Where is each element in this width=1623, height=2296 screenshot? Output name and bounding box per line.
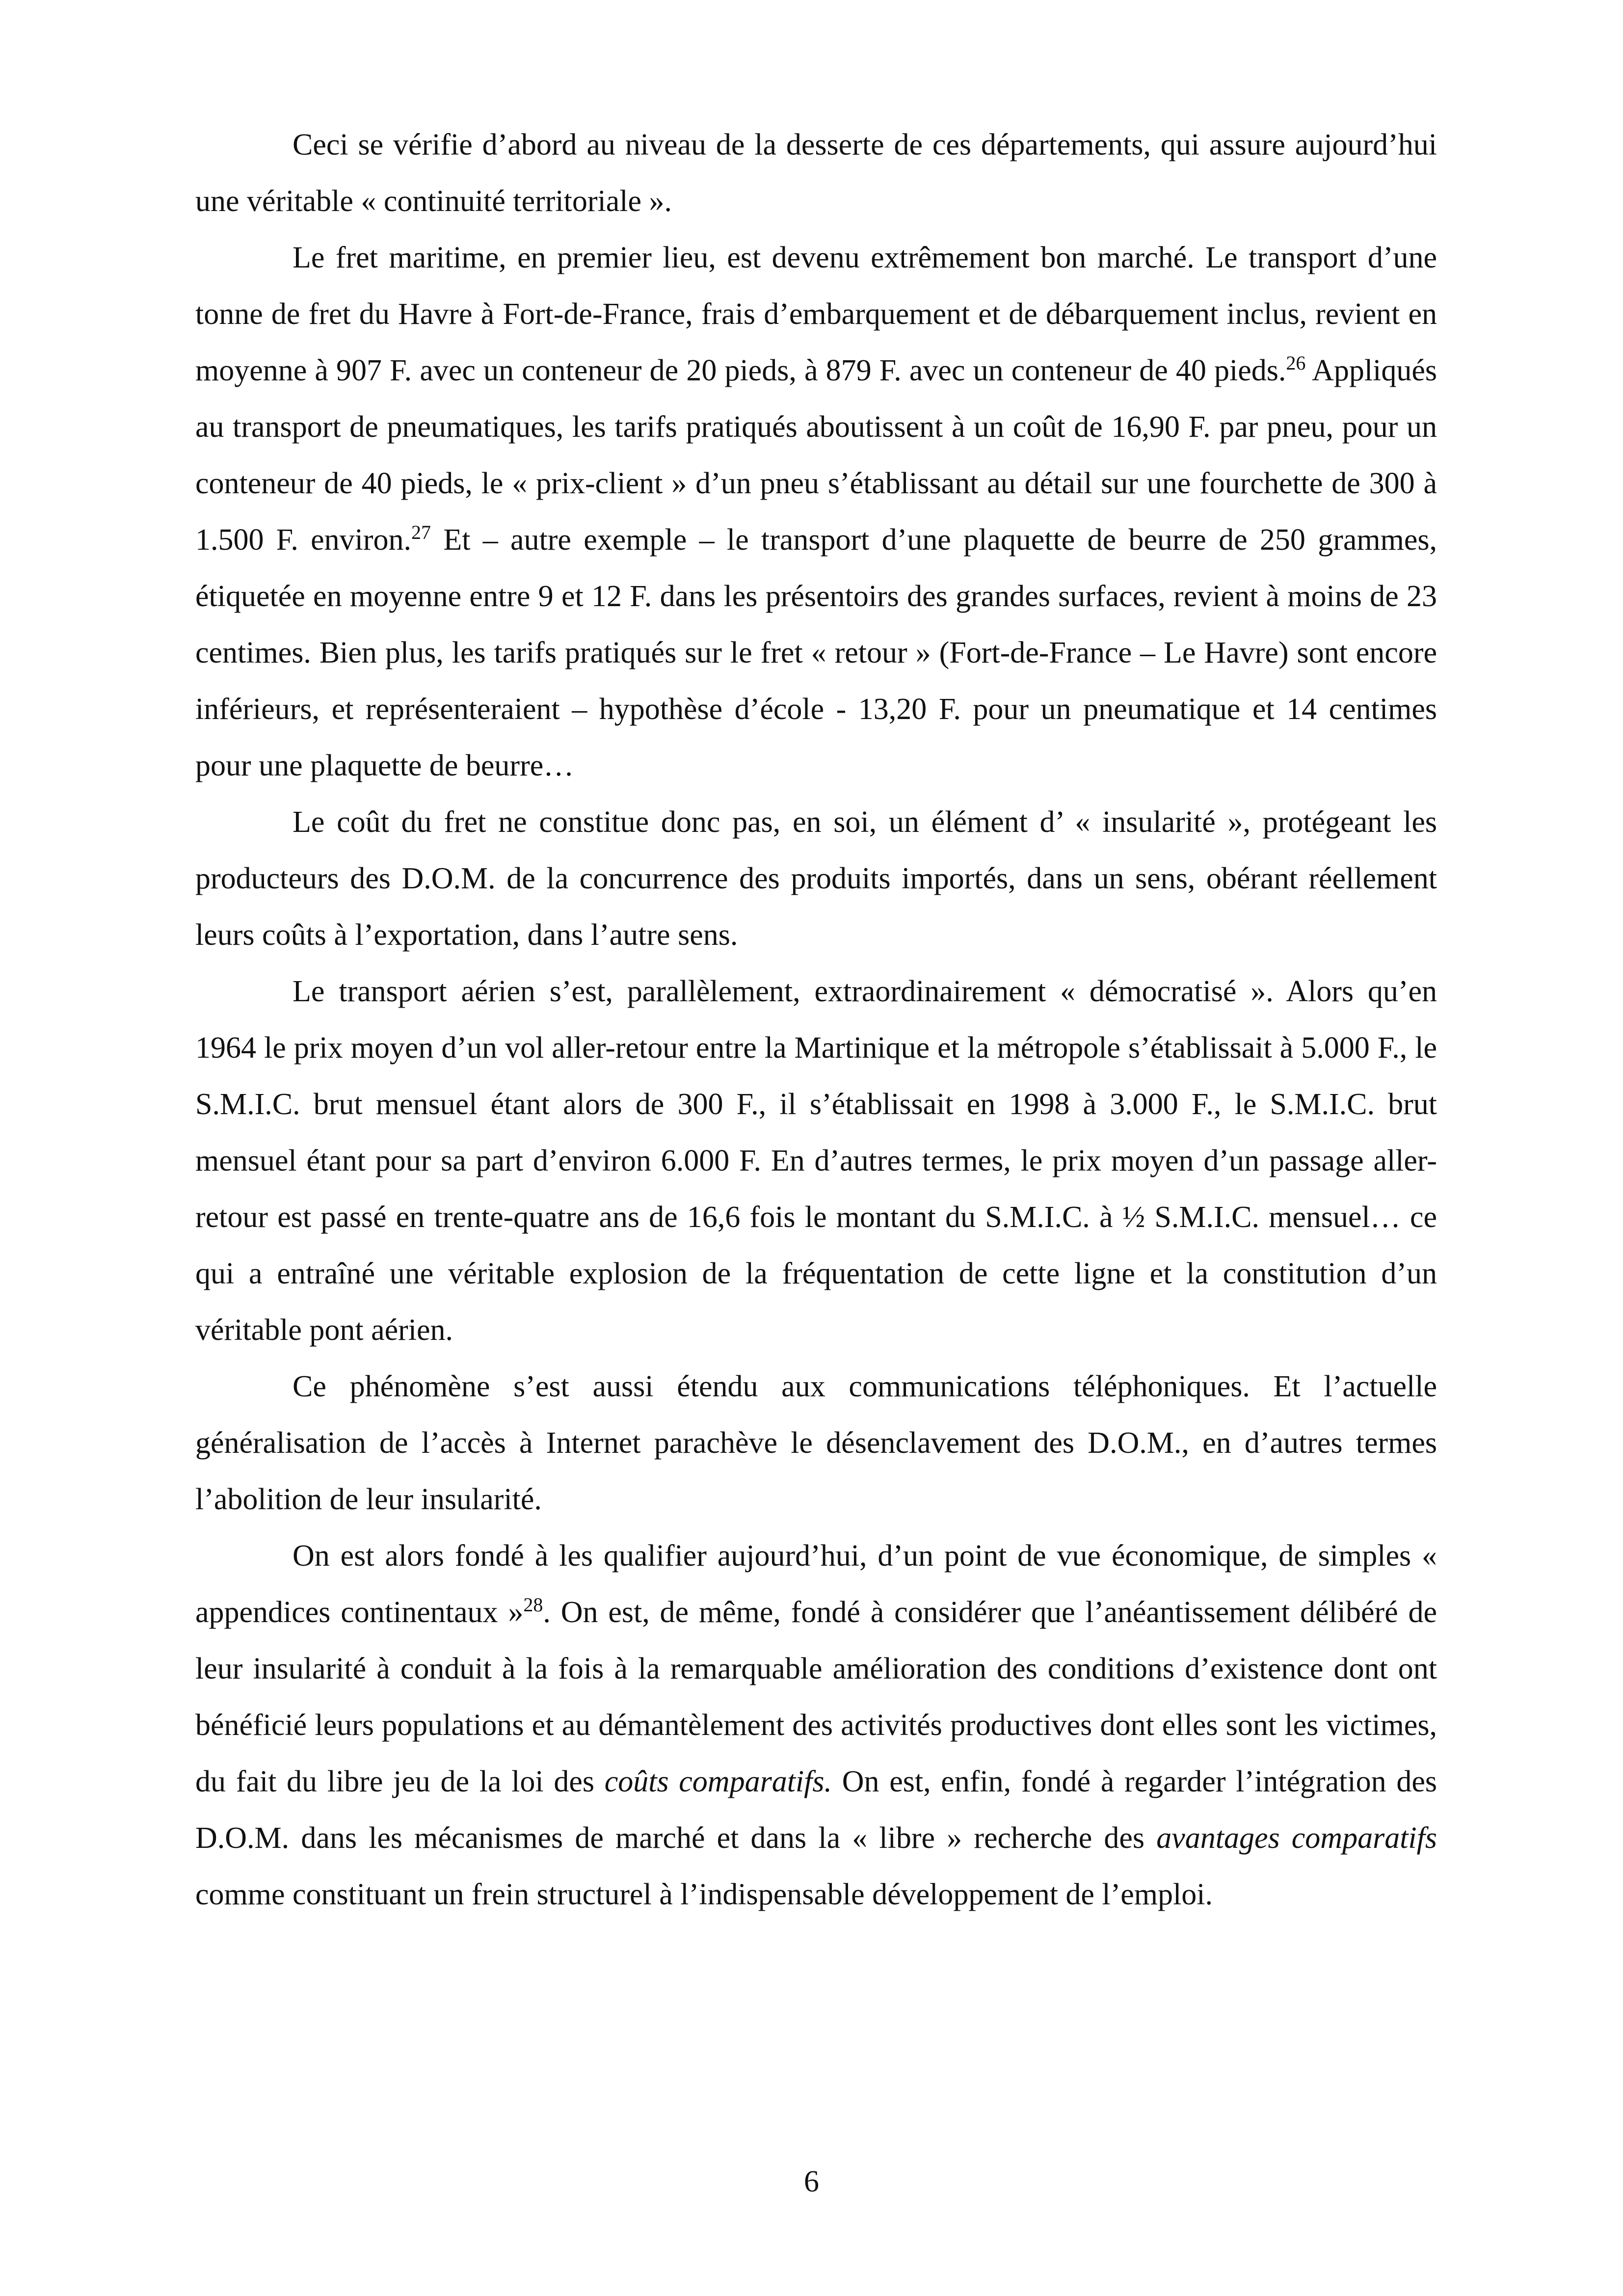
footnote-ref-26[interactable]: 26 bbox=[1286, 352, 1306, 374]
paragraph-1-text: Ceci se vérifie d’abord au niveau de la desserte de ces départements, qui assure aujourd’hui une véritable « continuité territoriale ». bbox=[195, 128, 1437, 218]
paragraph-6-text-3: On est, enfin, fondé à regarder l’intégration des D.O.M. dans les mécanismes de marché et dans la « libre » recherche des bbox=[195, 1765, 1437, 1855]
paragraph-6-text-2: . On est, de même, fondé à considérer que l’anéantissement délibéré de leur insularité à conduit à la fois à la remarquable amélioration des conditions d’existence dont ont bénéficié leurs populations et au démantèlement des activités productives dont elles sont les victimes, du fait du libre jeu de la loi des bbox=[195, 1596, 1437, 1798]
footnote-ref-28[interactable]: 28 bbox=[523, 1594, 543, 1616]
page-number: 6 bbox=[804, 2165, 819, 2198]
paragraph-6-emphasis-2: avantages comparatifs bbox=[1156, 1821, 1437, 1855]
paragraph-6 bbox=[195, 1528, 1437, 1923]
paragraph-4-text: Le transport aérien s’est, parallèlement, extraordinairement « démocratisé ». Alors qu’en 1964 le prix moyen d’un vol aller-retour entre la Martinique et la métropole s’établissait à 5.000 F., le S.M.I.C. brut mensuel étant alors de 300 F., il s’établissait en 1998 à 3.000 F., le S.M.I.C. brut mensuel étant pour sa part d’environ 6.000 F. En d’autres termes, le prix moyen d’un passage aller-retour est passé en trente-quatre ans de 16,6 fois le montant du S.M.I.C. à ½ S.M.I.C. mensuel… ce qui a entraîné une véritable explosion de la fréquentation de cette ligne et la constitution d’un véritable pont aérien. bbox=[195, 975, 1437, 1347]
paragraph-5-text: Ce phénomène s’est aussi étendu aux communications téléphoniques. Et l’actuelle généralisation de l’accès à Internet parachève le désenclavement des D.O.M., en d’autres termes l’abolition de leur insularité. bbox=[195, 1370, 1437, 1516]
paragraph-4 bbox=[195, 963, 1437, 1359]
document-body bbox=[195, 117, 1437, 1923]
paragraph-6-emphasis-1: coûts comparatifs. bbox=[604, 1765, 832, 1798]
paragraph-3 bbox=[195, 794, 1437, 963]
paragraph-2-text-2: Appliqués au transport de pneumatiques, les tarifs pratiqués aboutissent à un coût de 16,90 F. par pneu, pour un conteneur de 40 pieds, le « prix-client » d’un pneu s’établissant au détail sur une fourchette de 300 à 1.500 F. environ. bbox=[195, 354, 1437, 557]
paragraph-3-text: Le coût du fret ne constitue donc pas, en soi, un élément d’ « insularité », protégeant les producteurs des D.O.M. de la concurrence des produits importés, dans un sens, obérant réellement leurs coûts à l’exportation, dans l’autre sens. bbox=[195, 805, 1437, 952]
paragraph-5 bbox=[195, 1359, 1437, 1528]
paragraph-2-text-1: Le fret maritime, en premier lieu, est devenu extrêmement bon marché. Le transport d’une tonne de fret du Havre à Fort-de-France, frais d’embarquement et de débarquement inclus, revient en moyenne à 907 F. avec un conteneur de 20 pieds, à 879 F. avec un conteneur de 40 pieds. bbox=[195, 241, 1437, 387]
paragraph-2 bbox=[195, 230, 1437, 794]
paragraph-1 bbox=[195, 117, 1437, 230]
paragraph-6-text-4: comme constituant un frein structurel à l’indispensable développement de l’emploi. bbox=[195, 1878, 1213, 1911]
paragraph-6-text-1: On est alors fondé à les qualifier aujourd’hui, d’un point de vue économique, de simples « appendices continentaux » bbox=[195, 1539, 1437, 1629]
footnote-ref-27[interactable]: 27 bbox=[411, 521, 431, 543]
paragraph-2-text-3: Et – autre exemple – le transport d’une plaquette de beurre de 250 grammes, étiquetée en moyenne entre 9 et 12 F. dans les présentoirs des grandes surfaces, revient à moins de 23 centimes. Bien plus, les tarifs pratiqués sur le fret « retour » (Fort-de-France – Le Havre) sont encore inférieurs, et représenteraient – hypothèse d’école - 13,20 F. pour un pneumatique et 14 centimes pour une plaquette de beurre… bbox=[195, 523, 1437, 782]
